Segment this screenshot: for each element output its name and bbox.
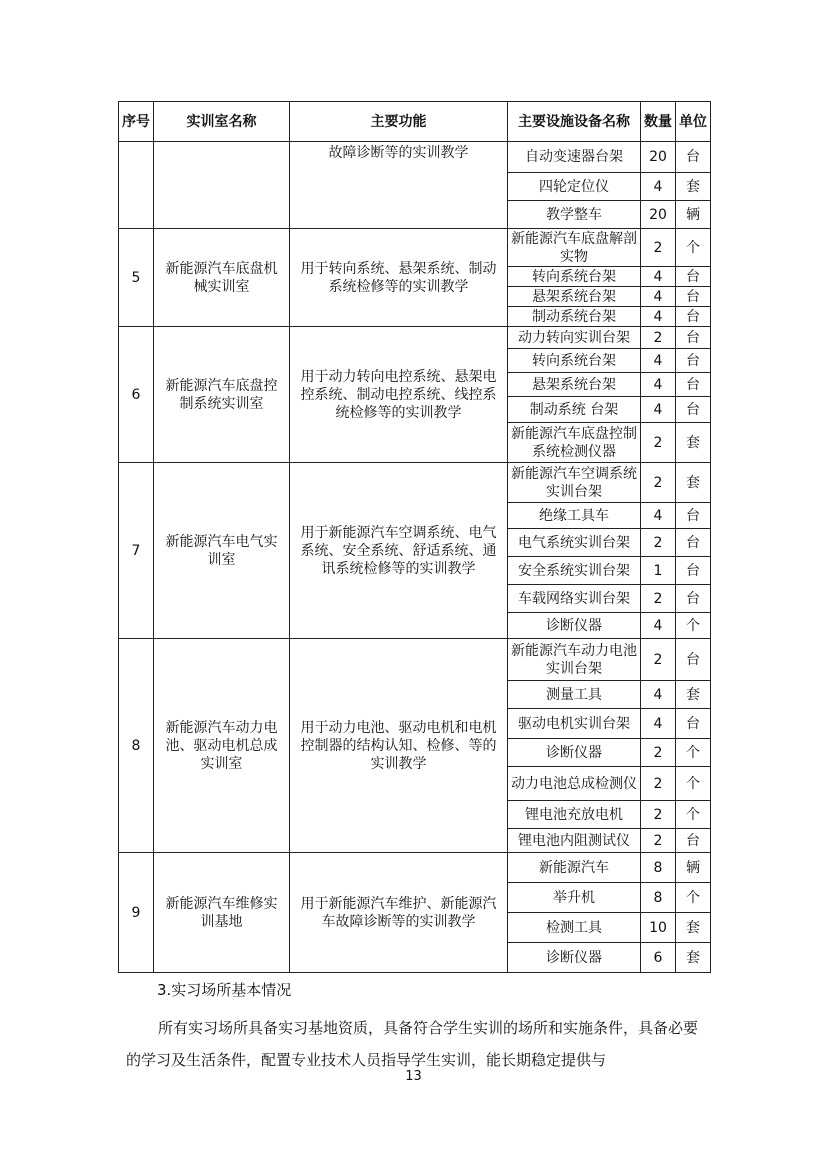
cell-quantity: 2 [641, 529, 676, 557]
cell-quantity: 2 [641, 639, 676, 681]
cell-equipment: 锂电池内阻测试仪 [508, 829, 641, 853]
cell-unit: 台 [676, 287, 711, 307]
cell-equipment: 新能源汽车底盘解剖实物 [508, 229, 641, 267]
cell-no: 7 [119, 463, 154, 639]
table-row [119, 853, 711, 883]
table-row [119, 142, 711, 173]
cell-equipment: 诊断仪器 [508, 739, 641, 767]
cell-quantity: 4 [641, 681, 676, 709]
cell-room-name-blank [154, 142, 290, 229]
cell-quantity: 20 [641, 201, 676, 229]
cell-quantity: 2 [641, 327, 676, 349]
cell-quantity: 8 [641, 853, 676, 883]
table-row [119, 229, 711, 267]
cell-quantity: 10 [641, 913, 676, 943]
cell-unit: 台 [676, 349, 711, 373]
cell-equipment: 四轮定位仪 [508, 173, 641, 201]
cell-quantity: 2 [641, 585, 676, 613]
table-body [119, 142, 711, 973]
cell-quantity: 8 [641, 883, 676, 913]
cell-equipment: 动力转向实训台架 [508, 327, 641, 349]
cell-quantity: 2 [641, 463, 676, 503]
cell-function: 用于动力电池、驱动电机和电机控制器的结构认知、检修、等的实训教学 [290, 639, 508, 853]
cell-equipment: 自动变速器台架 [508, 142, 641, 173]
cell-room-name: 新能源汽车电气实训室 [154, 463, 290, 639]
cell-quantity: 4 [641, 613, 676, 639]
cell-equipment: 制动系统 台架 [508, 397, 641, 423]
cell-unit: 台 [676, 327, 711, 349]
page-number: 13 [405, 1069, 422, 1084]
cell-quantity: 1 [641, 557, 676, 585]
cell-equipment: 转向系统台架 [508, 267, 641, 287]
cell-quantity: 2 [641, 739, 676, 767]
cell-no: 6 [119, 327, 154, 463]
cell-unit: 台 [676, 397, 711, 423]
cell-quantity: 4 [641, 307, 676, 327]
cell-quantity: 2 [641, 423, 676, 463]
cell-equipment: 悬架系统台架 [508, 287, 641, 307]
cell-function: 故障诊断等的实训教学 [290, 142, 508, 229]
cell-equipment: 驱动电机实训台架 [508, 709, 641, 739]
cell-quantity: 4 [641, 373, 676, 397]
cell-quantity: 4 [641, 709, 676, 739]
cell-equipment: 检测工具 [508, 913, 641, 943]
cell-equipment: 诊断仪器 [508, 943, 641, 973]
cell-function: 用于新能源汽车空调系统、电气系统、安全系统、舒适系统、通讯系统检修等的实训教学 [290, 463, 508, 639]
cell-equipment: 举升机 [508, 883, 641, 913]
cell-function: 用于动力转向电控系统、悬架电控系统、制动电控系统、线控系统检修等的实训教学 [290, 327, 508, 463]
cell-room-name: 新能源汽车底盘机械实训室 [154, 229, 290, 327]
cell-room-name: 新能源汽车维修实训基地 [154, 853, 290, 973]
cell-unit: 台 [676, 373, 711, 397]
cell-unit: 台 [676, 529, 711, 557]
cell-unit: 台 [676, 585, 711, 613]
cell-quantity: 4 [641, 267, 676, 287]
cell-function: 用于转向系统、悬架系统、制动系统检修等的实训教学 [290, 229, 508, 327]
cell-equipment: 测量工具 [508, 681, 641, 709]
header-quantity: 数量 [641, 102, 676, 142]
cell-no-blank [119, 142, 154, 229]
cell-unit: 台 [676, 557, 711, 585]
cell-equipment: 车载网络实训台架 [508, 585, 641, 613]
cell-quantity: 4 [641, 287, 676, 307]
cell-unit: 个 [676, 801, 711, 829]
cell-quantity: 4 [641, 349, 676, 373]
cell-function: 用于新能源汽车维护、新能源汽车故障诊断等的实训教学 [290, 853, 508, 973]
cell-equipment: 新能源汽车动力电池实训台架 [508, 639, 641, 681]
cell-unit: 个 [676, 229, 711, 267]
cell-unit: 个 [676, 767, 711, 801]
body-paragraph: 所有实习场所具备实习基地资质，具备符合学生实训的场所和实施条件，具备必要的学习及生活条件，配置专业技术人员指导学生实训，能长期稳定提供与 [126, 1019, 699, 1069]
cell-equipment: 新能源汽车底盘控制系统检测仪器 [508, 423, 641, 463]
cell-quantity: 2 [641, 767, 676, 801]
cell-unit: 辆 [676, 201, 711, 229]
cell-quantity: 4 [641, 503, 676, 529]
cell-quantity: 4 [641, 173, 676, 201]
cell-room-name: 新能源汽车底盘控制系统实训室 [154, 327, 290, 463]
cell-equipment: 制动系统台架 [508, 307, 641, 327]
cell-equipment: 诊断仪器 [508, 613, 641, 639]
cell-no: 9 [119, 853, 154, 973]
cell-equipment: 锂电池充放电机 [508, 801, 641, 829]
cell-equipment: 绝缘工具车 [508, 503, 641, 529]
cell-unit: 台 [676, 503, 711, 529]
cell-unit: 套 [676, 681, 711, 709]
header-equipment: 主要设施设备名称 [508, 102, 641, 142]
cell-quantity: 6 [641, 943, 676, 973]
cell-quantity: 2 [641, 829, 676, 853]
header-function: 主要功能 [290, 102, 508, 142]
cell-no: 5 [119, 229, 154, 327]
cell-quantity: 2 [641, 229, 676, 267]
cell-unit: 台 [676, 829, 711, 853]
cell-unit: 辆 [676, 853, 711, 883]
table-header-row [119, 102, 711, 142]
cell-unit: 台 [676, 639, 711, 681]
cell-unit: 台 [676, 267, 711, 287]
cell-room-name: 新能源汽车动力电池、驱动电机总成实训室 [154, 639, 290, 853]
cell-unit: 台 [676, 142, 711, 173]
section-heading: 3.实习场所基本情况 [157, 981, 292, 999]
cell-unit: 个 [676, 613, 711, 639]
header-no: 序号 [119, 102, 154, 142]
cell-equipment: 转向系统台架 [508, 349, 641, 373]
training-rooms-table [118, 101, 711, 973]
cell-equipment: 教学整车 [508, 201, 641, 229]
cell-unit: 台 [676, 709, 711, 739]
table-row [119, 463, 711, 503]
cell-quantity: 20 [641, 142, 676, 173]
header-unit: 单位 [676, 102, 711, 142]
table-row [119, 639, 711, 681]
cell-quantity: 4 [641, 397, 676, 423]
cell-no: 8 [119, 639, 154, 853]
cell-equipment: 电气系统实训台架 [508, 529, 641, 557]
cell-unit: 个 [676, 739, 711, 767]
cell-quantity: 2 [641, 801, 676, 829]
cell-unit: 套 [676, 173, 711, 201]
cell-unit: 套 [676, 423, 711, 463]
cell-unit: 套 [676, 463, 711, 503]
cell-unit: 套 [676, 913, 711, 943]
cell-equipment: 安全系统实训台架 [508, 557, 641, 585]
table-row [119, 327, 711, 349]
cell-unit: 台 [676, 307, 711, 327]
cell-unit: 套 [676, 943, 711, 973]
cell-equipment: 悬架系统台架 [508, 373, 641, 397]
cell-unit: 个 [676, 883, 711, 913]
cell-equipment: 新能源汽车 [508, 853, 641, 883]
header-room-name: 实训室名称 [154, 102, 290, 142]
cell-equipment: 动力电池总成检测仪 [508, 767, 641, 801]
cell-equipment: 新能源汽车空调系统实训台架 [508, 463, 641, 503]
